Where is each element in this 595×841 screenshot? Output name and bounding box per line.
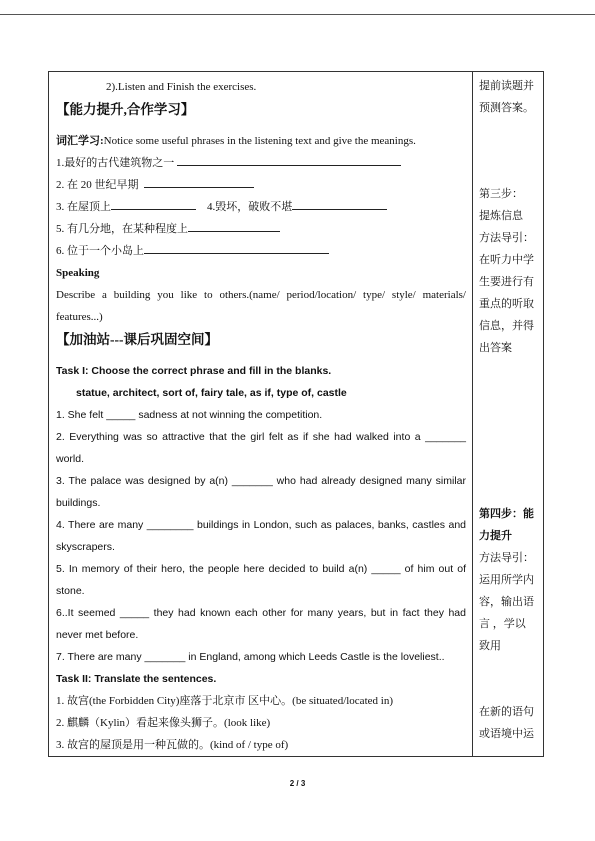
guide-text: 方法导引： bbox=[479, 552, 534, 564]
guide-text: 容，输出语 bbox=[479, 596, 534, 608]
vocab-item-5 bbox=[56, 218, 466, 240]
guide-text: 出答案 bbox=[479, 342, 512, 354]
task2-item-2: 2. 麒麟（Kylin）看起来像头狮子。(look like) bbox=[56, 717, 271, 729]
guide-text: 言 ，学以 bbox=[479, 618, 526, 630]
vocab-item-text: 6. 位于一个小岛上 bbox=[56, 245, 144, 257]
guide-text: 提前读题并 bbox=[479, 80, 534, 92]
guide-text: 第三步： bbox=[479, 188, 523, 200]
speaking-text: Describe a building you like to others.(name/ period/location/ type/ style/ materials/ features...) bbox=[56, 289, 466, 323]
task1-sentence-3: 3. The palace was designed by a(n) _______ who had already designed many similar buildings. bbox=[56, 475, 466, 509]
guide-text: 重点的听取 bbox=[479, 298, 534, 310]
section-heading-consolidation: 【加油站---课后巩固空间】 bbox=[56, 332, 218, 347]
listen-line: 2).Listen and Finish the exercises. bbox=[106, 81, 257, 93]
vocab-item-2 bbox=[56, 174, 466, 196]
task1-sentence-4: 4. There are many ________ buildings in London, such as palaces, banks, castles and skyscrapers. bbox=[56, 519, 466, 553]
vocab-line bbox=[56, 130, 466, 152]
vocab-item-text: 3. 在屋顶上 bbox=[56, 201, 111, 213]
answer-blank[interactable] bbox=[188, 221, 280, 232]
guide-column bbox=[473, 72, 544, 745]
answer-blank[interactable] bbox=[111, 199, 196, 210]
task1-sentence-5: 5. In memory of their hero, the people here decided to build a(n) _____ of him out of stone. bbox=[56, 563, 466, 597]
guide-text: 致用 bbox=[479, 640, 501, 652]
answer-blank[interactable] bbox=[144, 243, 329, 254]
task1-sentence-6: 6..It seemed _____ they had known each other for many years, but in fact they had never met before. bbox=[56, 607, 466, 641]
guide-note-predict bbox=[479, 75, 541, 119]
guide-text: 第四步：能 bbox=[479, 508, 534, 520]
guide-note-apply bbox=[479, 701, 541, 745]
task1-sentence-2: 2. Everything was so attractive that the girl felt as if she had walked into a _______ world. bbox=[56, 431, 466, 465]
vocab-item-6 bbox=[56, 240, 466, 262]
answer-blank[interactable] bbox=[144, 177, 254, 188]
main-column bbox=[49, 72, 472, 756]
vocab-item-1 bbox=[56, 152, 466, 174]
vocab-item-text: 2. 在 20 世纪早期 bbox=[56, 179, 139, 191]
answer-blank[interactable] bbox=[177, 155, 401, 166]
header-rule bbox=[0, 14, 595, 15]
vocab-item-text: 5. 有几分地，在某种程度上 bbox=[56, 223, 188, 235]
guide-note-step3 bbox=[479, 183, 541, 359]
guide-text: 生要进行有 bbox=[479, 276, 534, 288]
guide-text: 在新的语句 bbox=[479, 706, 534, 718]
section-heading-ability: 【能力提升,合作学习】 bbox=[56, 102, 195, 117]
guide-text: 信息，并得 bbox=[479, 320, 534, 332]
page-number: 2 / 3 bbox=[289, 779, 306, 788]
vocab-item-3 bbox=[56, 196, 466, 218]
task2-item-1: 1. 故宫(the Forbidden City)座落于北京市 区中心。(be situated/located in) bbox=[56, 695, 393, 707]
guide-text: 在听力中学 bbox=[479, 254, 534, 266]
speaking-title: Speaking bbox=[56, 267, 100, 279]
guide-text: 力提升 bbox=[479, 530, 512, 542]
vocab-item-text: 4.毁坏，破败不堪 bbox=[207, 201, 293, 213]
guide-note-step4 bbox=[479, 503, 541, 657]
task1-sentence-7: 7. There are many _______ in England, among which Leeds Castle is the loveliest.. bbox=[56, 651, 445, 663]
task2-item-3: 3. 故宫的屋顶是用一种瓦做的。(kind of / type of) bbox=[56, 739, 289, 751]
vocab-item-text: 1.最好的古代建筑物之一 bbox=[56, 157, 175, 169]
answer-blank[interactable] bbox=[292, 199, 387, 210]
lesson-table bbox=[48, 71, 544, 757]
task2-title: Task II: Translate the sentences. bbox=[56, 673, 217, 685]
guide-text: 预测答案。 bbox=[479, 102, 534, 114]
guide-text: 方法导引： bbox=[479, 232, 534, 244]
task1-title: Task I: Choose the correct phrase and fill in the blanks. bbox=[56, 365, 332, 377]
task1-word-bank: statue, architect, sort of, fairy tale, as if, type of, castle bbox=[76, 387, 347, 399]
task1-sentence-1: 1. She felt _____ sadness at not winning the competition. bbox=[56, 409, 323, 421]
guide-text: 运用所学内 bbox=[479, 574, 534, 586]
guide-text: 提炼信息 bbox=[479, 210, 523, 222]
guide-text: 或语境中运 bbox=[479, 728, 534, 740]
vocab-instruction: Notice some useful phrases in the listening text and give the meanings. bbox=[103, 135, 416, 147]
vocab-title: 词汇学习: bbox=[56, 135, 104, 147]
